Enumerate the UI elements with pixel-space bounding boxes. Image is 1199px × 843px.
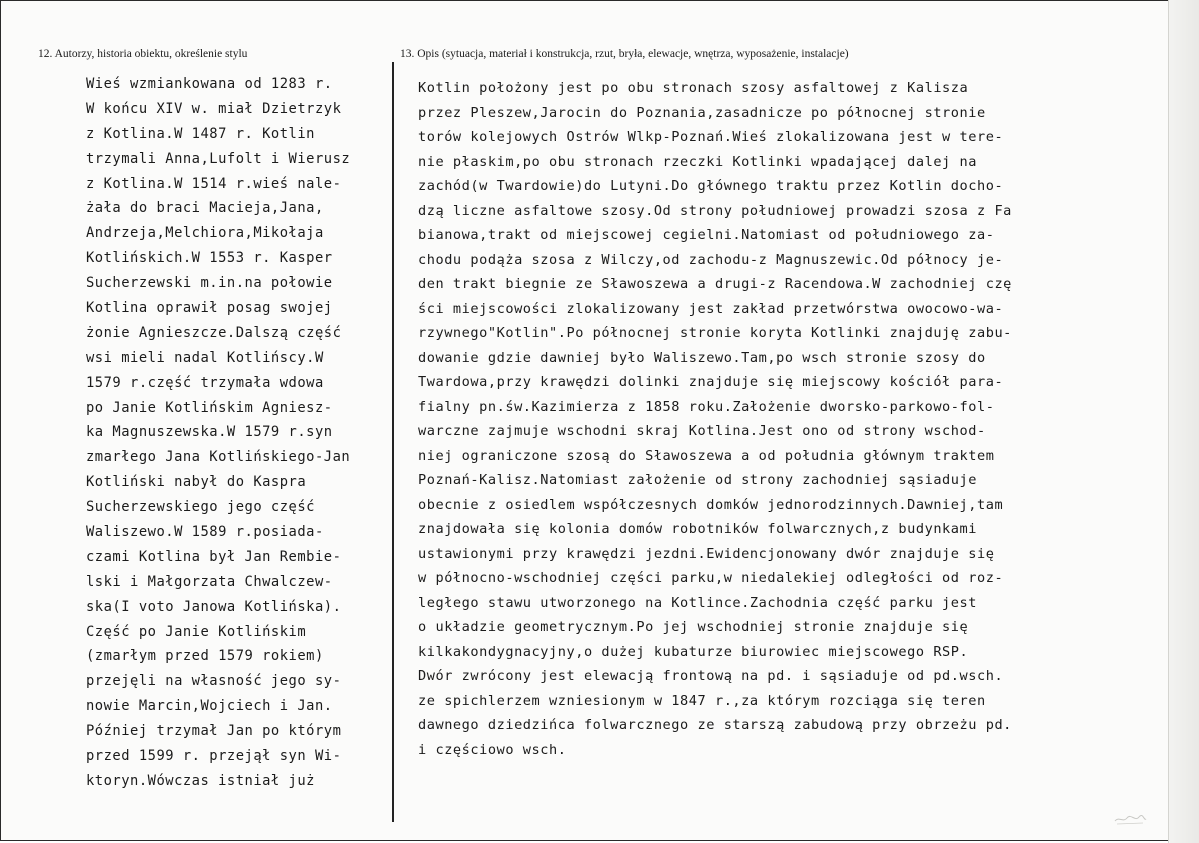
description-line: Poznań-Kalisz.Natomiast założenie od strony zachodniej sąsiaduje (418, 472, 977, 488)
history-line: (zmarłym przed 1579 rokiem) (86, 648, 324, 665)
history-line: zmarłego Jana Kotlińskiego-Jan (86, 449, 351, 466)
description-line: przez Pleszew,Jarocin do Poznania,zasadnicze po północnej stronie (418, 104, 986, 121)
description-line: ści miejscowości zlokalizowany jest zakład przetwórstwa owocowo-wa- (418, 300, 1004, 317)
description-line: ze spichlerzem wzniesionym w 1847 r.,za którym rozciąga się teren (418, 692, 986, 709)
description-line: den trakt biegnie ze Sławoszewa a drugi-z Racendowa.W zachodniej czę (418, 276, 1012, 292)
history-line: przed 1599 r. przejął syn Wi- (86, 748, 342, 765)
description-line: ległego stawu utworzonego na Kotlince.Zachodnia część parku jest (418, 594, 977, 611)
history-text (86, 72, 350, 794)
history-line: ktoryn.Wówczas istniał już (86, 772, 315, 789)
description-line: w północno-wschodniej części parku,w niedalekiej odległości od roz- (418, 570, 1004, 586)
history-line: czami Kotlina był Jan Rembie- (86, 548, 342, 565)
description-line: ustawionymi przy krawędzi jezdni.Ewidencjonowany dwór znajduje się (418, 545, 995, 562)
history-line: żonie Agnieszcze.Dalszą część (86, 324, 342, 341)
history-line: wsi mieli nadal Kotlińscy.W (86, 349, 324, 366)
pencil-mark (1113, 813, 1147, 825)
description-line: znajdowała się kolonia domów robotników folwarcznych,z budynkami (418, 521, 977, 537)
page-edge (1168, 0, 1199, 843)
history-line: ska(I voto Janowa Kotlińska). (86, 598, 342, 615)
description-line: chodu podąża szosa z Wilczy,od zachodu-z Magnuszewic.Od północy je- (418, 251, 1004, 268)
history-line: nowie Marcin,Wojciech i Jan. (86, 698, 333, 715)
description-line: Twardowa,przy krawędzi dolinki znajduje się miejscowy kościół para- (418, 374, 1004, 390)
description-line: rzywnego"Kotlin".Po północnej stronie koryta Kotlinki znajduję zabu- (418, 325, 1012, 341)
history-line: Wieś wzmiankowana od 1283 r. (86, 76, 333, 92)
description-line: Kotlin położony jest po obu stronach szosy asfaltowej z Kalisza (418, 80, 969, 96)
description-text (418, 76, 1012, 762)
description-line: o układzie geometrycznym.Po jej wschodniej stronie znajduje się (418, 619, 969, 635)
description-line: zachód(w Twardowie)do Lutyni.Do głównego traktu przez Kotlin docho- (418, 178, 1004, 194)
history-line: przejęli na własność jego sy- (86, 673, 342, 690)
description-line: warczne zajmuje wschodni skraj Kotlina.Jest ono od strony wschod- (418, 423, 986, 439)
history-line: Sucherzewski m.in.na połowie (86, 275, 333, 292)
history-line: Andrzeja,Melchiora,Mikołaja (86, 225, 324, 242)
history-line: Kotlińskich.W 1553 r. Kasper (86, 250, 333, 267)
column-divider (392, 62, 394, 822)
history-line: trzymali Anna,Lufolt i Wierusz (86, 150, 351, 167)
history-line: lski i Małgorzata Chwalczew- (86, 573, 333, 590)
description-line: bianowa,trakt od miejscowej cegielni.Natomiast od południowego za- (418, 227, 995, 243)
history-line: z Kotlina.W 1514 r.wieś nale- (86, 175, 342, 192)
description-line: obecnie z osiedlem współczesnych domków jednorodzinnych.Dawniej,tam (418, 496, 1004, 513)
history-line: Później trzymał Jan po którym (86, 723, 342, 740)
description-line: niej ograniczone szosą do Sławoszewa a od południa głównym traktem (418, 447, 995, 464)
description-line: dawnego dziedzińca folwarcznego ze starszą zabudową przy obrzeżu pd. (418, 717, 1012, 733)
description-line: Dwór zwrócony jest elewacją frontową na pd. i sąsiaduje od pd.wsch. (418, 668, 1004, 684)
history-line: 1579 r.część trzymała wdowa (86, 374, 324, 391)
description-line: i częściowo wsch. (418, 741, 567, 758)
history-line: Sucherzewskiego jego część (86, 499, 315, 516)
description-line: dzą liczne asfaltowe szosy.Od strony południowej prowadzi szosa z Fa (418, 202, 1012, 219)
description-line: fialny pn.św.Kazimierza z 1858 roku.Założenie dworsko-parkowo-fol- (418, 398, 995, 415)
description-line: kilkakondygnacyjny,o dużej kubaturze biurowiec miejscowego RSP. (418, 643, 969, 660)
history-line: Część po Janie Kotlińskim (86, 623, 307, 640)
history-line: Kotlina oprawił posag swojej (86, 300, 333, 317)
section-13-header: 13. Opis (sytuacja, materiał i konstrukcja, rzut, bryła, elewacje, wnętrza, wyposażenie, instalacje) (400, 48, 849, 60)
history-line: z Kotlina.W 1487 r. Kotlin (86, 125, 315, 142)
description-line: dowanie gdzie dawniej było Waliszewo.Tam,po wsch stronie szosy do (418, 349, 986, 366)
section-12-header: 12. Autorzy, historia obiektu, określenie stylu (38, 48, 248, 60)
history-line: W końcu XIV w. miał Dzietrzyk (86, 100, 342, 117)
history-line: po Janie Kotlińskim Agniesz- (86, 399, 333, 416)
history-line: ka Magnuszewska.W 1579 r.syn (86, 424, 333, 441)
description-line: nie płaskim,po obu stronach rzeczki Kotlinki wpadającej dalej na (418, 153, 977, 170)
description-line: torów kolejowych Ostrów Wlkp-Poznań.Wieś zlokalizowana jest w tere- (418, 129, 1004, 145)
history-line: Kotliński nabył do Kaspra (86, 474, 307, 491)
history-line: żała do braci Macieja,Jana, (86, 200, 324, 217)
history-line: Waliszewo.W 1589 r.posiada- (86, 524, 324, 541)
